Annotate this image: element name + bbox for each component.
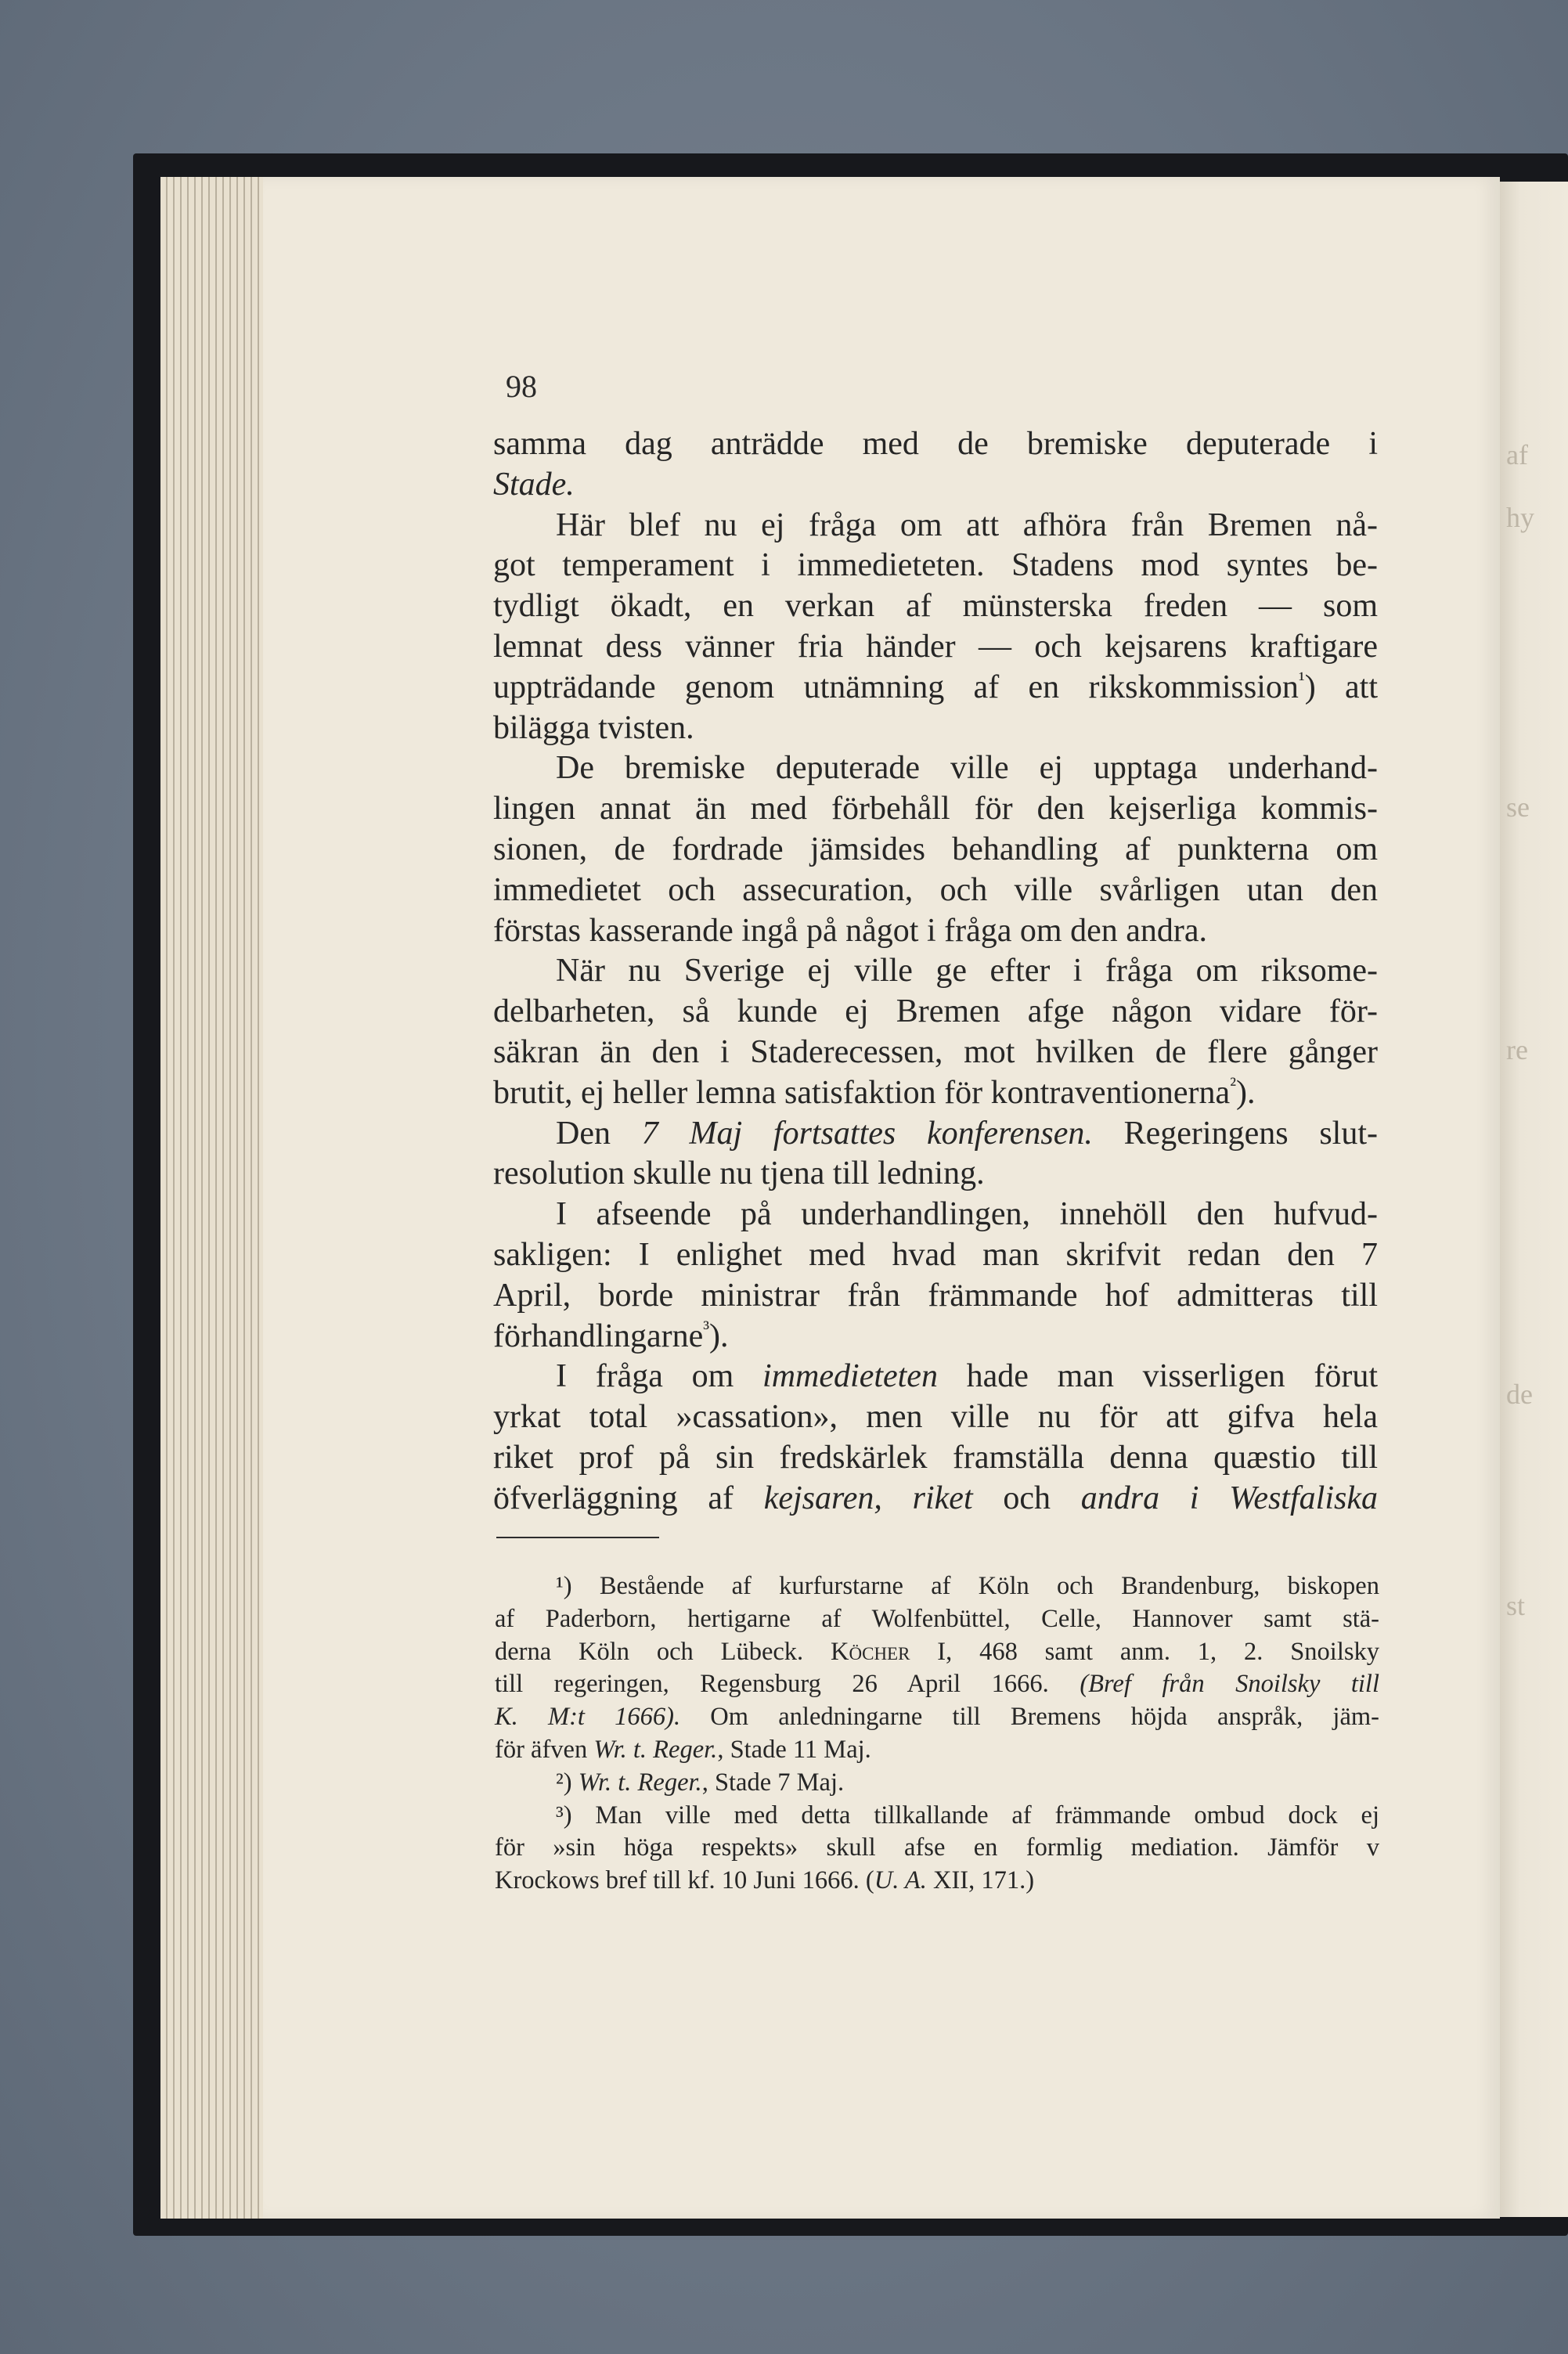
line-text: samma dag anträdde med de bremiske deputerade i: [493, 426, 1378, 462]
facing-page: [1500, 182, 1568, 2217]
line-text: sakligen: I enlighet med hvad man skrifvit redan den 7: [493, 1236, 1378, 1273]
line-text: derna Köln och Lübeck.: [495, 1637, 831, 1666]
text-line: [493, 627, 1378, 668]
line-text: I fråga om: [556, 1358, 763, 1395]
footnote: [495, 1800, 1379, 1898]
text-line: [493, 506, 1378, 546]
facing-page-fragment: se: [1506, 791, 1530, 823]
line-text: ²): [556, 1768, 579, 1797]
text-line: [495, 1668, 1379, 1701]
footnote-rule: [496, 1537, 659, 1538]
line-text: ¹) Bestående af kurfurstarne af Köln och Brandenburg, biskopen: [556, 1572, 1379, 1600]
paragraph: [493, 506, 1378, 749]
line-text: förstas kasserande ingå på något i fråga om den andra.: [493, 912, 1207, 949]
facing-page-fragment: st: [1506, 1590, 1526, 1621]
italic-text: kejsaren, riket: [763, 1480, 973, 1516]
line-text: Regeringens slut-: [1092, 1115, 1378, 1152]
text-line: [493, 586, 1378, 627]
italic-text: U. A.: [874, 1866, 927, 1895]
text-line: [493, 1114, 1378, 1155]
text-line: [493, 424, 1378, 465]
line-text: säkran än den i Staderecessen, mot hvilken de flere gånger: [493, 1033, 1378, 1070]
text-line: [495, 1800, 1379, 1833]
text-line: [493, 668, 1378, 708]
paragraph: [493, 1114, 1378, 1195]
line-text: brutit, ej heller lemna satisfaktion för kontraventionerna: [493, 1074, 1231, 1111]
italic-text: (Bref från Snoilsky till: [1080, 1670, 1379, 1699]
page-number: 98: [506, 369, 537, 404]
text-line: [493, 748, 1378, 789]
line-text: Om anledningarne till Bremens höjda anspråk, jäm-: [680, 1703, 1379, 1732]
text-line: [493, 1033, 1378, 1073]
line-text: bilägga tvisten.: [493, 709, 694, 746]
line-text: tydligt ökadt, en verkan af münsterska freden — som: [493, 588, 1378, 625]
text-line: [495, 1603, 1379, 1636]
line-text: lingen annat än med förbehåll för den kejserliga kommis-: [493, 791, 1378, 827]
text-line: [493, 789, 1378, 830]
italic-text: 7 Maj fortsattes konferensen.: [641, 1115, 1093, 1152]
line-text: och: [972, 1480, 1081, 1516]
line-text: öfverläggning af: [493, 1480, 764, 1516]
text-line: [493, 1073, 1378, 1114]
line-text: lemnat dess vänner fria händer — och kejsarens kraftigare: [493, 628, 1378, 665]
text-line: [495, 1636, 1379, 1669]
line-text: Stade.: [493, 466, 575, 503]
text-line: [493, 1235, 1378, 1276]
line-text: ).: [1236, 1074, 1256, 1111]
paragraph: [493, 424, 1378, 506]
footnote: [495, 1767, 1379, 1800]
text-line: [493, 1276, 1378, 1317]
line-text: ).: [709, 1318, 729, 1354]
footnote: [495, 1570, 1379, 1767]
line-text: ) att: [1304, 669, 1378, 705]
line-text: för äfven: [495, 1735, 594, 1764]
text-line: [493, 1317, 1378, 1357]
text-line: [493, 1438, 1378, 1479]
text-line: [493, 546, 1378, 586]
line-text: got temperament i immedieteten. Stadens mod syntes be-: [493, 547, 1378, 584]
line-text: ³) Man ville med detta tillkallande af främmande ombud dock ej: [556, 1801, 1379, 1829]
text-line: [493, 951, 1378, 992]
line-text: När nu Sverige ej ville ge efter i fråga om riksome-: [556, 953, 1378, 990]
text-line: [495, 1701, 1379, 1734]
footnote-marker: ²: [1230, 1072, 1236, 1096]
page-edges: [160, 177, 270, 2219]
text-line: [493, 911, 1378, 952]
line-text: De bremiske deputerade ville ej upptaga underhand-: [556, 750, 1378, 787]
line-text: förhandlingarne: [493, 1318, 704, 1354]
line-text: sionen, de fordrade jämsides behandling af punkterna om: [493, 831, 1378, 867]
text-line: [495, 1767, 1379, 1800]
italic-text: immedieteten: [762, 1358, 938, 1395]
line-text: Krockows bref till kf. 10 Juni 1666. (: [495, 1866, 874, 1895]
footnote-marker: ¹: [1298, 667, 1305, 690]
smallcaps-text: Köcher: [831, 1637, 910, 1666]
facing-page-fragment: hy: [1506, 502, 1534, 533]
text-line: [493, 1357, 1378, 1397]
line-text: I, 468 samt anm. 1, 2. Snoilsky: [910, 1637, 1379, 1666]
text-line: [493, 465, 1378, 506]
text-line: [493, 992, 1378, 1033]
text-line: [493, 871, 1378, 911]
line-text: immedietet och assecuration, och ville svårligen utan den: [493, 871, 1378, 908]
line-text: till regeringen, Regensburg 26 April 1666.: [495, 1670, 1080, 1699]
text-line: [493, 708, 1378, 749]
footnote-marker: ³: [703, 1316, 710, 1339]
paragraph: [493, 748, 1378, 951]
text-line: [495, 1865, 1379, 1898]
line-text: , Stade 7 Maj.: [701, 1768, 845, 1797]
line-text: delbarheten, så kunde ej Bremen afge någon vidare för-: [493, 993, 1378, 1030]
line-text: Den: [556, 1115, 642, 1152]
text-line: [495, 1734, 1379, 1767]
paragraph: [493, 951, 1378, 1113]
line-text: riket prof på sin fredskärlek framställa denna quæstio till: [493, 1439, 1378, 1476]
italic-text: andra i Westfaliska: [1080, 1480, 1378, 1516]
facing-page-fragment: af: [1506, 439, 1528, 470]
paragraph: [493, 1195, 1378, 1357]
line-text: April, borde ministrar från främmande hof admitteras till: [493, 1277, 1378, 1314]
line-text: yrkat total »cassation», men ville nu för att gifva hela: [493, 1399, 1378, 1436]
text-line: [493, 1397, 1378, 1438]
line-text: resolution skulle nu tjena till ledning.: [493, 1155, 985, 1192]
line-text: XII, 171.): [926, 1866, 1035, 1895]
italic-text: Wr. t. Reger.: [593, 1735, 718, 1764]
line-text: hade man visserligen förut: [937, 1358, 1378, 1395]
text-line: [493, 830, 1378, 871]
facing-page-fragment: re: [1506, 1034, 1528, 1065]
facing-page-fragment: de: [1506, 1379, 1533, 1410]
text-line: [493, 1479, 1378, 1519]
line-text: för »sin höga respekts» skull afse en formlig mediation. Jämför v: [495, 1833, 1379, 1862]
text-line: [493, 1195, 1378, 1235]
italic-text: Wr. t. Reger.: [578, 1768, 702, 1797]
line-text: Här blef nu ej fråga om att afhöra från Bremen nå-: [556, 506, 1378, 543]
italic-text: K. M:t 1666).: [495, 1703, 681, 1732]
text-line: [493, 1154, 1378, 1195]
line-text: af Paderborn, hertigarne af Wolfenbüttel, Celle, Hannover samt stä-: [495, 1604, 1379, 1633]
text-line: [495, 1832, 1379, 1865]
line-text: , Stade 11 Maj.: [717, 1735, 871, 1764]
text-line: [495, 1570, 1379, 1603]
line-text: I afseende på underhandlingen, innehöll den hufvud-: [556, 1196, 1378, 1233]
main-text: [493, 424, 1378, 1519]
footnotes: [495, 1570, 1379, 1898]
line-text: uppträdande genom utnämning af en rikskommission: [493, 669, 1299, 705]
paragraph: [493, 1357, 1378, 1519]
